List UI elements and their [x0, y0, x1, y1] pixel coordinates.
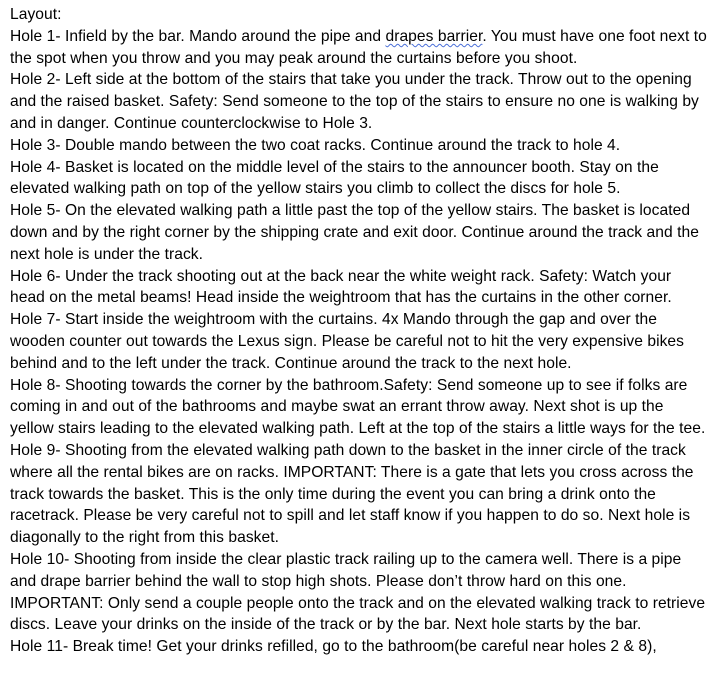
hole-4-paragraph: Hole 4- Basket is located on the middle level of the stairs to the announcer booth. Stay on the elevated walking path on top of the yellow stairs you climb to collect the discs for hole 5.: [10, 158, 659, 198]
hole-3-paragraph: Hole 3- Double mando between the two coat racks. Continue around the track to hole 4.: [10, 136, 621, 154]
hole-11-paragraph: Hole 11- Break time! Get your drinks refilled, go to the bathroom(be careful near holes 2 & 8),: [10, 638, 657, 656]
hole-9-paragraph: Hole 9- Shooting from the elevated walking path down to the basket in the inner circle of the track where all the rental bikes are on racks. IMPORTANT: There is a gate that lets you cross across the track towards the basket. This is the only time during the event you can bring a drink onto the racetrack. Please be very careful not to spill and let staff know if you happen to do so. Next hole is diagonally to the right from this basket.: [10, 441, 694, 547]
hole-7-paragraph: Hole 7- Start inside the weightroom with the curtains. 4x Mando through the gap and over the wooden counter out towards the Lexus sign. Please be careful not to hit the very expensive bikes behind and to the left under the track. Continue around the track to the next hole.: [10, 311, 684, 372]
hole-2-paragraph: Hole 2- Left side at the bottom of the stairs that take you under the track. Throw out to the opening and the raised basket. Safety: Send someone to the top of the stairs to ensure no one is walking by and in danger. Continue counterclockwise to Hole 3.: [10, 71, 699, 132]
hole-8-paragraph: Hole 8- Shooting towards the corner by the bathroom.Safety: Send someone up to see if folks are coming in and out of the bathrooms and maybe swat an errant throw away. Next shot is up the yellow stairs leading to the elevated walking path. Left at the top of the stairs a little ways for the tee.: [10, 376, 706, 438]
spellcheck-flagged-phrase[interactable]: drapes barrier: [385, 27, 483, 45]
hole-5-paragraph: Hole 5- On the elevated walking path a little past the top of the yellow stairs. The basket is located down and by the right corner by the shipping crate and exit door. Continue around the track and the next hole is under the track.: [10, 202, 699, 263]
hole-1-paragraph: [10, 26, 708, 70]
hole-1-text-end: . You must have one foot next to the spot when you throw and you may peak around the curtains before you shoot.: [10, 27, 707, 67]
hole-1-text-start: Hole 1- Infield by the bar. Mando around the pipe and: [10, 27, 386, 45]
layout-heading: Layout:: [10, 6, 62, 23]
hole-6-paragraph: Hole 6- Under the track shooting out at the back near the white weight rack. Safety: Watch your head on the metal beams! Head inside the weightroom that has the curtains in the other corner.: [10, 267, 672, 307]
hole-10-paragraph: Hole 10- Shooting from inside the clear plastic track railing up to the camera well. There is a pipe and drape barrier behind the wall to stop high shots. Please don’t throw hard on this one. IMPORTANT: Only send a couple people onto the track and on the elevated walking track to retrieve discs. Leave your drinks on the inside of the track or by the bar. Next hole starts by the bar.: [10, 550, 706, 634]
